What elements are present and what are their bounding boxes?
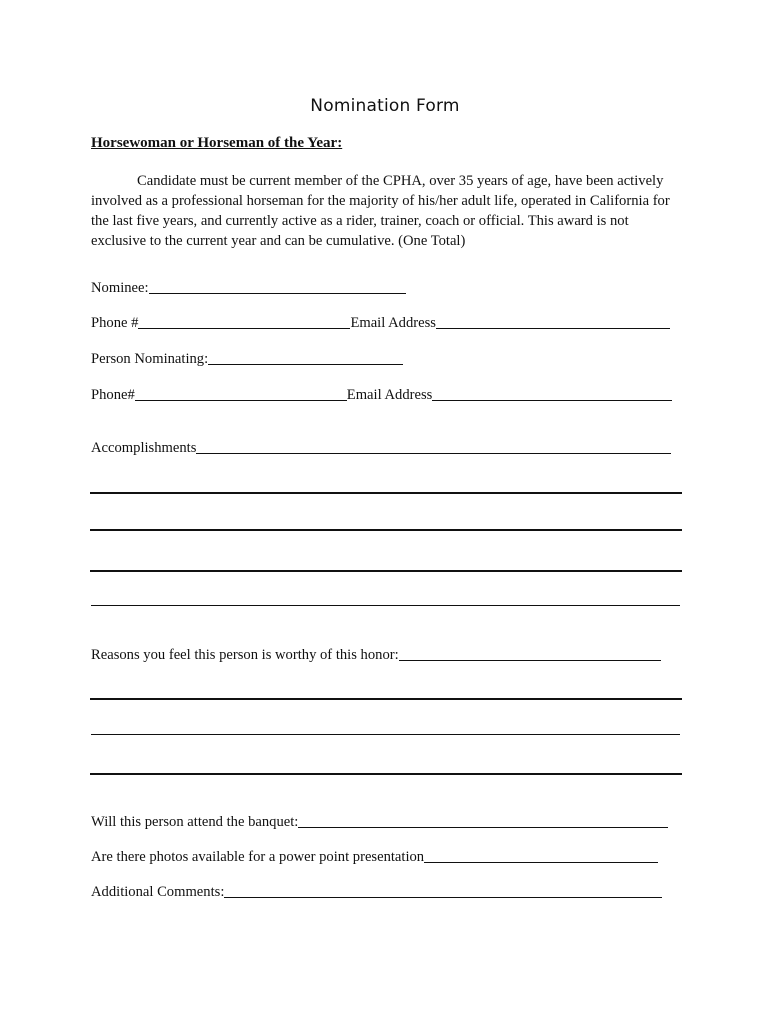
nominee-phone-label: Phone # — [91, 315, 139, 331]
reasons-line-1[interactable] — [90, 698, 682, 700]
accomplishments-line-1[interactable] — [90, 492, 682, 494]
nominator-phone-field[interactable] — [135, 386, 347, 401]
comments-label: Additional Comments: — [91, 884, 225, 900]
nominator-contact-row — [91, 386, 672, 404]
comments-field[interactable] — [224, 883, 662, 898]
accomplishments-field[interactable] — [196, 439, 671, 454]
reasons-label: Reasons you feel this person is worthy of this honor: — [91, 647, 399, 663]
banquet-label: Will this person attend the banquet: — [91, 814, 299, 830]
banquet-field[interactable] — [298, 813, 668, 828]
nominator-label: Person Nominating: — [91, 351, 209, 367]
nominator-email-label: Email Address — [346, 387, 433, 403]
accomplishments-line-3[interactable] — [90, 570, 682, 572]
reasons-line-2[interactable] — [91, 734, 680, 735]
nominee-label: Nominee: — [91, 280, 149, 296]
reasons-field[interactable] — [399, 646, 661, 661]
nominee-row — [91, 279, 406, 297]
reasons-row — [91, 646, 661, 664]
photos-row — [91, 848, 658, 866]
nominee-email-field[interactable] — [436, 314, 670, 329]
reasons-line-3[interactable] — [90, 773, 682, 775]
accomplishments-label: Accomplishments — [91, 440, 197, 456]
nominator-field[interactable] — [208, 350, 403, 365]
banquet-row — [91, 813, 668, 831]
nominator-email-field[interactable] — [432, 386, 672, 401]
photos-label: Are there photos available for a power point presentation — [91, 849, 425, 865]
accomplishments-row — [91, 439, 671, 457]
nominator-phone-label: Phone# — [91, 387, 135, 403]
form-title: Nomination Form — [310, 96, 460, 116]
accomplishments-line-4[interactable] — [91, 605, 680, 606]
accomplishments-line-2[interactable] — [90, 529, 682, 531]
award-description: Candidate must be current member of the CPHA, over 35 years of age, have been actively involved as a professional horseman for the majority of his/her adult life, operated in California for the last five years, and currently active as a rider, trainer, coach or official. This award is not exclusive to the current year and can be cumulative. (One Total) — [91, 173, 670, 249]
nominee-email-label: Email Address — [350, 315, 436, 331]
nominator-row — [91, 350, 403, 368]
photos-field[interactable] — [424, 848, 658, 863]
nominee-contact-row — [91, 314, 670, 332]
nominee-phone-field[interactable] — [138, 314, 350, 329]
comments-row — [91, 883, 662, 901]
nominee-field[interactable] — [149, 279, 406, 294]
award-heading: Horsewoman or Horseman of the Year: — [91, 135, 343, 151]
